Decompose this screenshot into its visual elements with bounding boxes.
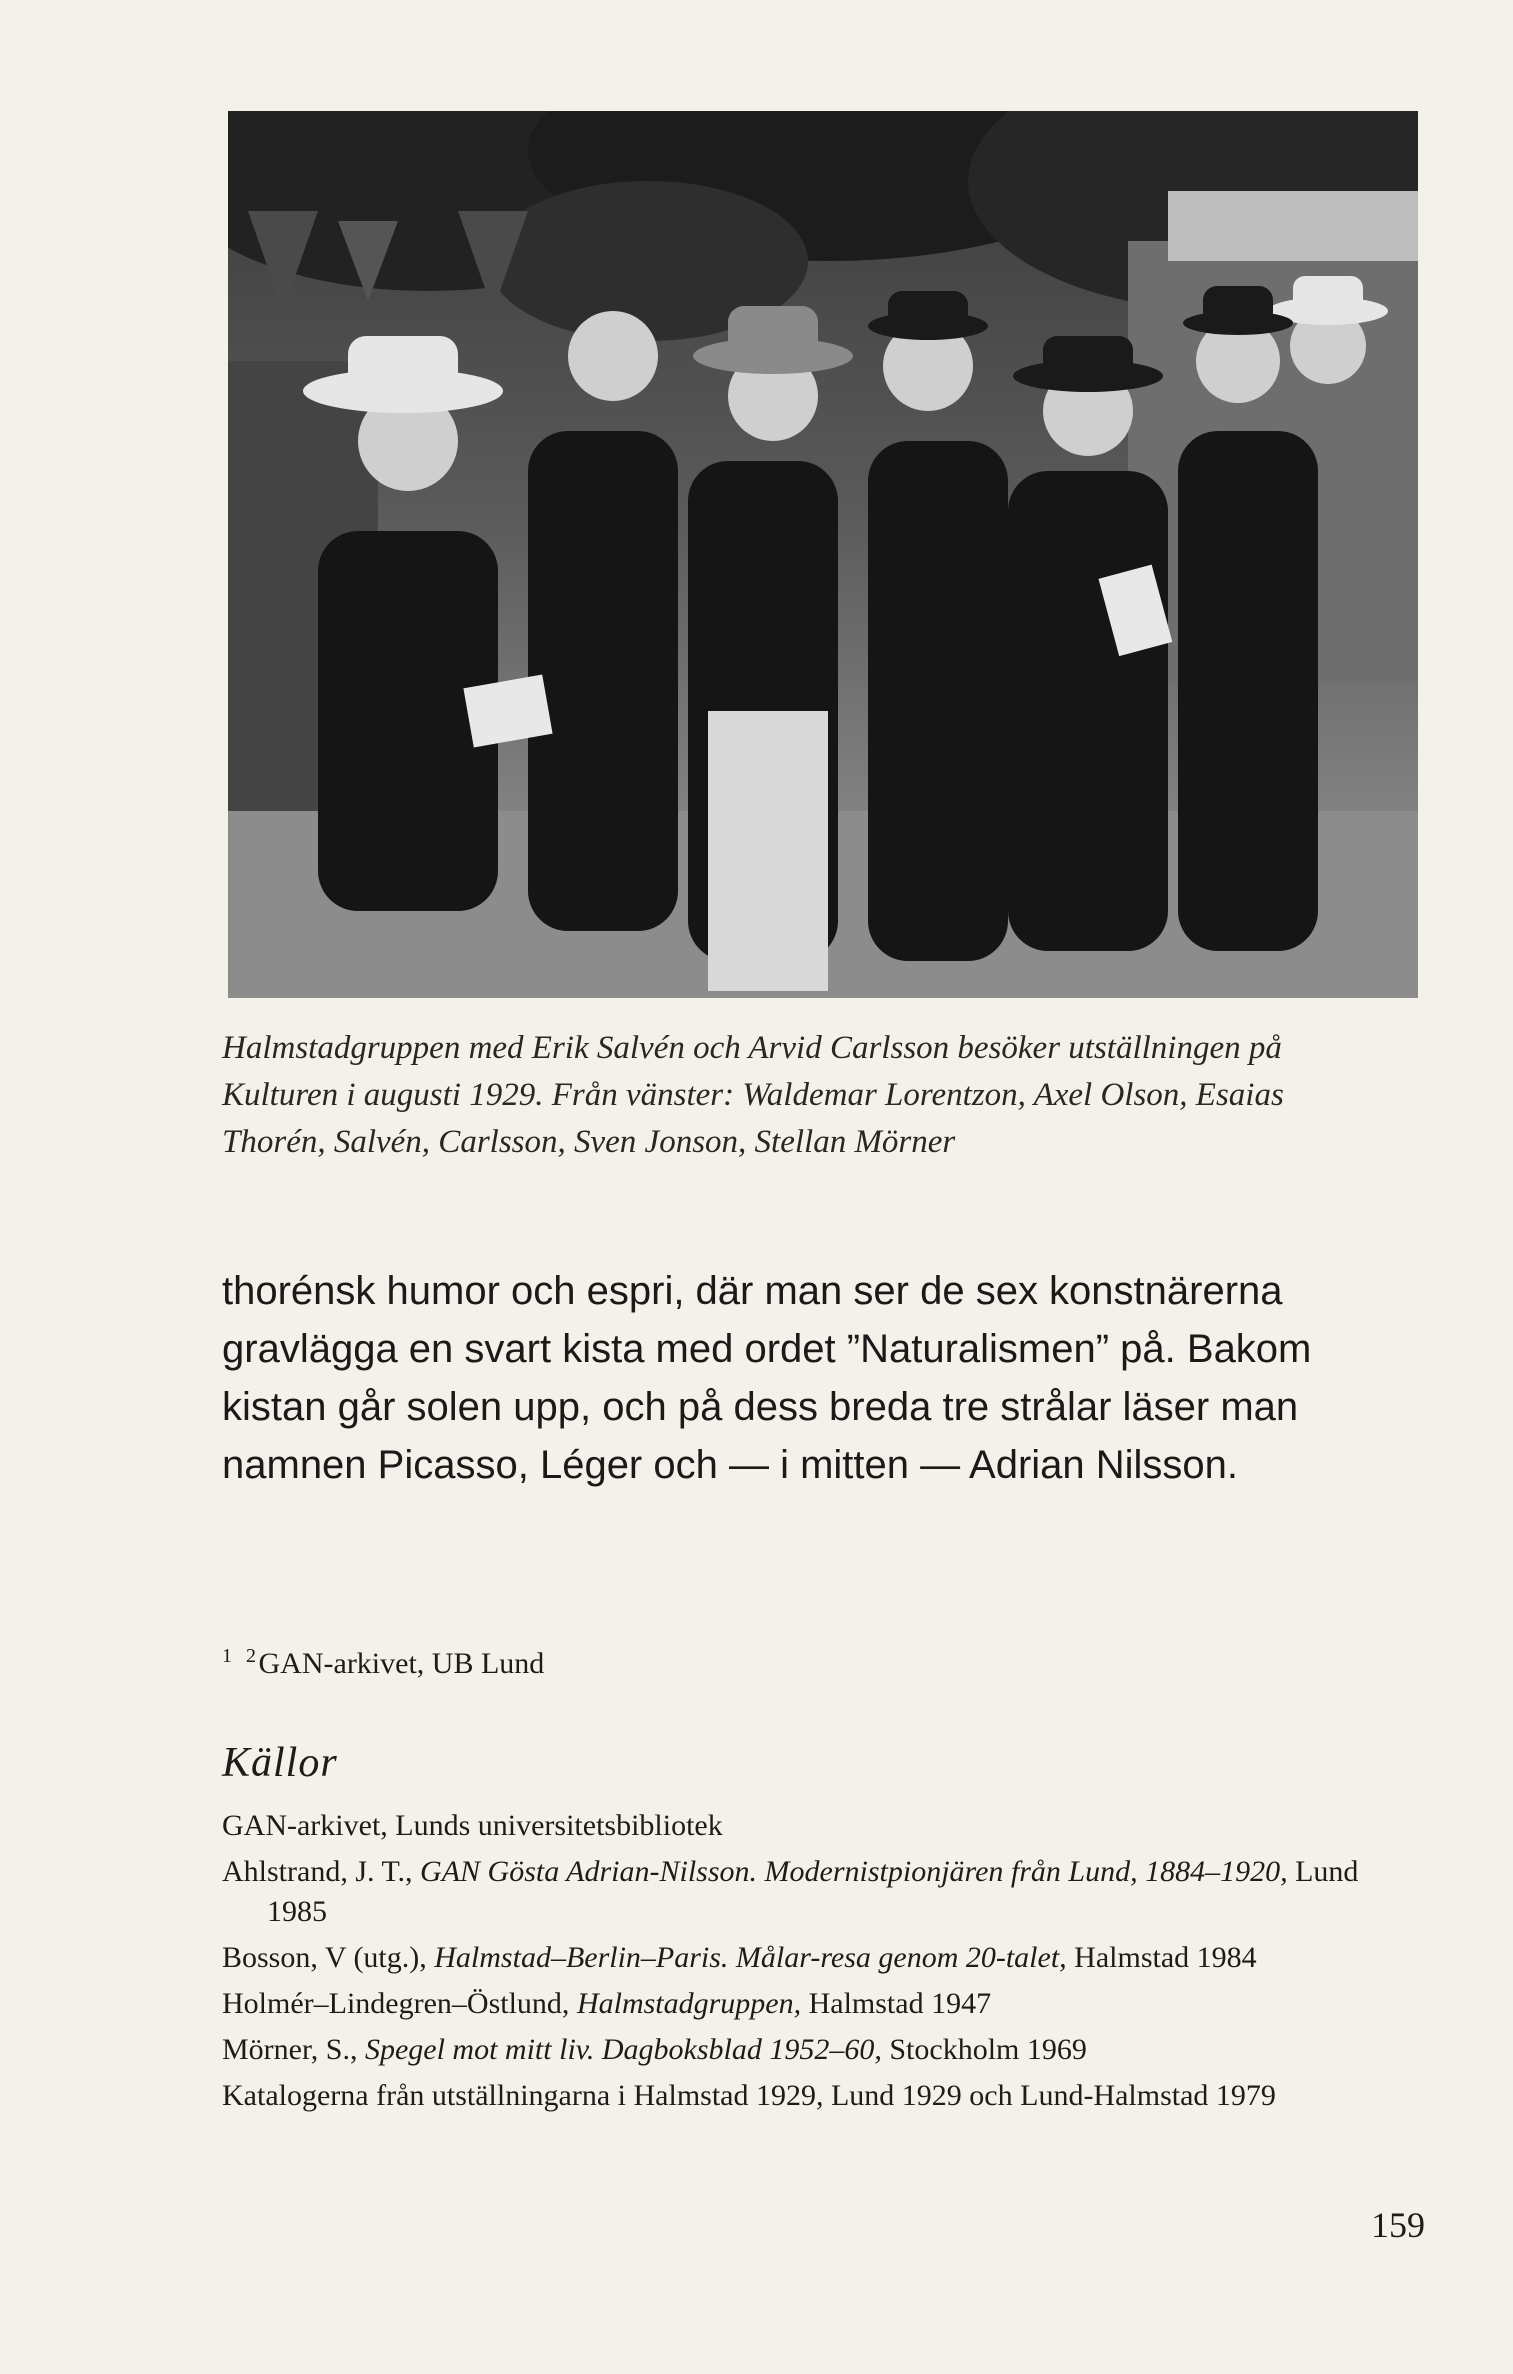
source-publication: Halmstad 1947 xyxy=(801,1987,992,2020)
caption-line: Halmstadgruppen med Erik Salvén och Arvid Carlsson besöker utställningen på xyxy=(222,1030,1282,1066)
footnote-text: GAN-arkivet, UB Lund xyxy=(258,1647,545,1680)
body-paragraph xyxy=(222,1262,1422,1494)
caption-line: Thorén, Salvén, Carlsson, Sven Jonson, Stellan Mörner xyxy=(222,1124,956,1160)
source-entry xyxy=(222,1806,1422,1846)
source-entry xyxy=(222,1984,1422,2024)
body-line: gravlägga en svart kista med ordet ”Naturalismen” på. Bakom xyxy=(222,1327,1312,1371)
source-text: GAN-arkivet, Lunds universitetsbibliotek xyxy=(222,1809,723,1842)
group-portrait-photo xyxy=(228,111,1418,998)
source-author: Holmér–Lindegren–Östlund, xyxy=(222,1987,577,2020)
footnote xyxy=(222,1636,544,1684)
source-entry xyxy=(222,2076,1422,2116)
source-title: Spegel mot mitt liv. Dagboksblad 1952–60, xyxy=(364,2033,882,2066)
source-entry xyxy=(222,2030,1422,2070)
source-author: Mörner, S., xyxy=(222,2033,365,2066)
footnote-mark: 2 xyxy=(246,1645,256,1667)
body-line: thorénsk humor och espri, där man ser de sex konstnärerna xyxy=(222,1269,1283,1313)
source-title: Halmstad–Berlin–Paris. Målar-resa genom 20-talet, xyxy=(434,1941,1067,1974)
caption-line: Kulturen i augusti 1929. Från vänster: Waldemar Lorentzon, Axel Olson, Esaias xyxy=(222,1077,1284,1113)
source-entry xyxy=(222,1852,1422,1932)
source-author: Bosson, V (utg.), xyxy=(222,1941,435,1974)
source-publication: Halmstad 1984 xyxy=(1066,1941,1257,1974)
source-publication: Stockholm 1969 xyxy=(881,2033,1087,2066)
sources-list xyxy=(222,1806,1422,2122)
source-title: GAN Gösta Adrian-Nilsson. Modernistpionjären från Lund, 1884–1920, xyxy=(420,1855,1288,1888)
sources-heading: Källor xyxy=(222,1740,338,1786)
source-title: Halmstadgruppen, xyxy=(576,1987,802,2020)
photograph xyxy=(228,111,1418,998)
source-author: Ahlstrand, J. T., xyxy=(222,1855,421,1888)
page-number: 159 xyxy=(1371,2205,1425,2245)
source-text: Katalogerna från utställningarna i Halmstad 1929, Lund 1929 och Lund-Halmstad 1979 xyxy=(222,2079,1276,2112)
body-line: kistan går solen upp, och på dess breda tre strålar läser man xyxy=(222,1385,1299,1429)
footnote-mark: 1 xyxy=(222,1645,232,1667)
photo-caption xyxy=(222,1025,1422,1166)
body-line: namnen Picasso, Léger och — i mitten — Adrian Nilsson. xyxy=(222,1443,1239,1487)
source-entry xyxy=(222,1938,1422,1978)
source-publication: Lund 1985 xyxy=(267,1855,1359,1928)
